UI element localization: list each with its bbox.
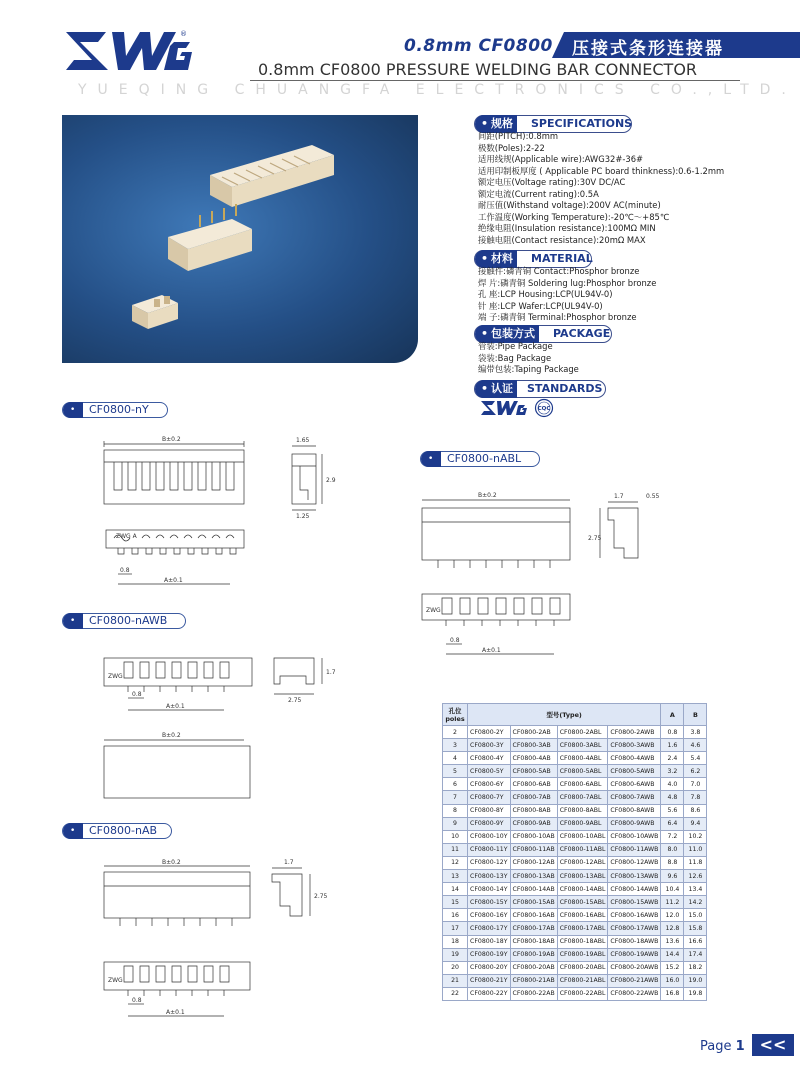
table-row bbox=[443, 922, 707, 935]
table-cell: CF0800-17ABL bbox=[557, 922, 608, 935]
zwg-mark: ZWG bbox=[108, 977, 123, 984]
table-cell: 1.6 bbox=[661, 739, 684, 752]
table-cell: CF0800-22ABL bbox=[557, 987, 608, 1000]
table-cell: CF0800-9AB bbox=[510, 817, 557, 830]
table-cell: 13.4 bbox=[684, 883, 707, 896]
table-cell: CF0800-9AWB bbox=[608, 817, 661, 830]
table-cell: CF0800-3Y bbox=[468, 739, 511, 752]
table-cell: 17.4 bbox=[684, 948, 707, 961]
table-row bbox=[443, 804, 707, 817]
spec-line: 适用印制板厚度 ( Applicable PC board thinkness):0.6-1.2mm bbox=[478, 165, 725, 176]
table-cell: CF0800-2AWB bbox=[608, 726, 661, 739]
drawing-abl bbox=[412, 486, 672, 661]
table-cell: CF0800-17AWB bbox=[608, 922, 661, 935]
table-cell: CF0800-3ABL bbox=[557, 739, 608, 752]
table-cell: CF0800-20ABL bbox=[557, 961, 608, 974]
specifications-en: SPECIFICATIONS bbox=[531, 117, 633, 130]
table-cell: 9.4 bbox=[684, 817, 707, 830]
table-cell: 8.8 bbox=[661, 856, 684, 869]
table-cell: 3 bbox=[443, 739, 468, 752]
dim-b: B±0.2 bbox=[162, 436, 181, 443]
table-cell: CF0800-6ABL bbox=[557, 778, 608, 791]
package-en: PACKAGE bbox=[553, 327, 611, 340]
table-cell: 5 bbox=[443, 765, 468, 778]
table-cell: CF0800-16AB bbox=[510, 909, 557, 922]
table-cell: CF0800-3AWB bbox=[608, 739, 661, 752]
spec-line: 极数(Poles):2-22 bbox=[478, 142, 545, 153]
table-cell: CF0800-4AB bbox=[510, 752, 557, 765]
table-cell: CF0800-15ABL bbox=[557, 896, 608, 909]
table-cell: CF0800-12AWB bbox=[608, 856, 661, 869]
table-cell: CF0800-6Y bbox=[468, 778, 511, 791]
table-row bbox=[443, 778, 707, 791]
dim-pitch: 0.8 bbox=[450, 637, 460, 644]
cqc-label: CQC bbox=[537, 406, 551, 413]
table-cell: CF0800-22AWB bbox=[608, 987, 661, 1000]
material-line: 焊 片:磷青铜 Soldering lug:Phosphor bronze bbox=[478, 277, 657, 288]
drawing-awb bbox=[96, 648, 356, 803]
table-cell: CF0800-8AWB bbox=[608, 804, 661, 817]
table-cell: CF0800-18ABL bbox=[557, 935, 608, 948]
table-cell: 19.8 bbox=[684, 987, 707, 1000]
zwg-mark: ZWG bbox=[108, 673, 123, 680]
package-cn: • 包装方式 bbox=[475, 325, 539, 343]
table-cell: CF0800-19ABL bbox=[557, 948, 608, 961]
table-cell: CF0800-12ABL bbox=[557, 856, 608, 869]
table-cell: 4.6 bbox=[684, 739, 707, 752]
table-row bbox=[443, 883, 707, 896]
standards-cn: • 认证 bbox=[475, 380, 517, 398]
dim-b: B±0.2 bbox=[162, 732, 181, 739]
th-type: 型号(Type) bbox=[468, 704, 661, 726]
standards-logos bbox=[480, 398, 560, 418]
table-cell: 20 bbox=[443, 961, 468, 974]
standards-en: STANDARDS bbox=[527, 382, 603, 395]
table-cell: 19 bbox=[443, 948, 468, 961]
table-cell: 16 bbox=[443, 909, 468, 922]
table-cell: CF0800-4AWB bbox=[608, 752, 661, 765]
table-cell: 9.6 bbox=[661, 870, 684, 883]
table-cell: CF0800-4Y bbox=[468, 752, 511, 765]
table-cell: 16.0 bbox=[661, 974, 684, 987]
zwg-standard-logo bbox=[481, 401, 527, 415]
product-photo bbox=[62, 115, 418, 363]
table-cell: CF0800-14ABL bbox=[557, 883, 608, 896]
table-cell: 11.0 bbox=[684, 843, 707, 856]
model-ab-label: CF0800-nAB bbox=[89, 824, 158, 837]
table-row bbox=[443, 791, 707, 804]
dim-1-65: 1.65 bbox=[296, 437, 310, 444]
table-cell: CF0800-6AWB bbox=[608, 778, 661, 791]
title-en: 0.8mm CF0800 PRESSURE WELDING BAR CONNECTOR bbox=[258, 60, 698, 79]
table-cell: 6 bbox=[443, 778, 468, 791]
spec-line: 绝缘电阻(Insulation resistance):100MΩ MIN bbox=[478, 223, 656, 233]
table-cell: CF0800-11AB bbox=[510, 843, 557, 856]
table-cell: 22 bbox=[443, 987, 468, 1000]
table-cell: CF0800-8Y bbox=[468, 804, 511, 817]
table-cell: 8 bbox=[443, 804, 468, 817]
th-a: A bbox=[661, 704, 684, 726]
table-cell: CF0800-7ABL bbox=[557, 791, 608, 804]
table-cell: CF0800-21AB bbox=[510, 974, 557, 987]
table-row bbox=[443, 948, 707, 961]
table-cell: 21 bbox=[443, 974, 468, 987]
table-cell: CF0800-11Y bbox=[468, 843, 511, 856]
table-cell: CF0800-19AWB bbox=[608, 948, 661, 961]
table-cell: 4.0 bbox=[661, 778, 684, 791]
table-cell: 3.8 bbox=[684, 726, 707, 739]
package-line: 袋装:Bag Package bbox=[478, 352, 552, 363]
table-row bbox=[443, 726, 707, 739]
dim-2-75: 2.75 bbox=[588, 535, 602, 542]
table-cell: 15 bbox=[443, 896, 468, 909]
table-cell: 13 bbox=[443, 870, 468, 883]
material-line: 端 子:磷青铜 Terminal:Phosphor bronze bbox=[478, 312, 637, 322]
table-body bbox=[443, 726, 707, 1001]
page-number: 1 bbox=[735, 1039, 745, 1054]
table-cell: CF0800-5Y bbox=[468, 765, 511, 778]
table-cell: 16.8 bbox=[661, 987, 684, 1000]
zwg-a-mark: ZWG A bbox=[116, 533, 137, 540]
table-cell: CF0800-8ABL bbox=[557, 804, 608, 817]
table-cell: 9 bbox=[443, 817, 468, 830]
table-cell: 2.4 bbox=[661, 752, 684, 765]
table-cell: 7.0 bbox=[684, 778, 707, 791]
table-cell: CF0800-10Y bbox=[468, 830, 511, 843]
table-cell: CF0800-17Y bbox=[468, 922, 511, 935]
package-line: 编带包装:Taping Package bbox=[478, 364, 579, 374]
page-label: Page bbox=[700, 1039, 732, 1054]
model-title: 0.8mm CF0800 bbox=[404, 36, 553, 56]
table-cell: 14 bbox=[443, 883, 468, 896]
table-cell: CF0800-21AWB bbox=[608, 974, 661, 987]
th-poles-cn: 孔位 bbox=[448, 707, 462, 715]
table-row bbox=[443, 830, 707, 843]
table-cell: CF0800-7AB bbox=[510, 791, 557, 804]
table-cell: 18 bbox=[443, 935, 468, 948]
table-cell: CF0800-16AWB bbox=[608, 909, 661, 922]
table-cell: CF0800-15Y bbox=[468, 896, 511, 909]
table-cell: CF0800-13Y bbox=[468, 870, 511, 883]
table-cell: 11 bbox=[443, 843, 468, 856]
dim-1-25: 1.25 bbox=[296, 513, 310, 520]
table-cell: 17 bbox=[443, 922, 468, 935]
table-cell: 4.8 bbox=[661, 791, 684, 804]
table-cell: CF0800-19AB bbox=[510, 948, 557, 961]
table-cell: CF0800-13AB bbox=[510, 870, 557, 883]
model-pill-awb bbox=[62, 613, 186, 629]
table-cell: 19.0 bbox=[684, 974, 707, 987]
drawing-ab bbox=[96, 856, 356, 1026]
table-cell: 10.2 bbox=[684, 830, 707, 843]
specifications-cn: • 规格 bbox=[475, 115, 517, 133]
model-pill-abl bbox=[420, 451, 540, 467]
material-line: 孔 座:LCP Housing:LCP(UL94V-0) bbox=[478, 289, 613, 299]
table-cell: 8.0 bbox=[661, 843, 684, 856]
table-cell: CF0800-18Y bbox=[468, 935, 511, 948]
table-cell: CF0800-5AB bbox=[510, 765, 557, 778]
table-cell: CF0800-14AB bbox=[510, 883, 557, 896]
table-cell: CF0800-19Y bbox=[468, 948, 511, 961]
table-cell: 13.6 bbox=[661, 935, 684, 948]
table-cell: CF0800-18AB bbox=[510, 935, 557, 948]
table-cell: 16.6 bbox=[684, 935, 707, 948]
table-cell: CF0800-6AB bbox=[510, 778, 557, 791]
title-cn: 压接式条形连接器 bbox=[572, 39, 724, 59]
table-cell: 10 bbox=[443, 830, 468, 843]
dim-2-75: 2.75 bbox=[288, 697, 302, 704]
table-cell: CF0800-11AWB bbox=[608, 843, 661, 856]
dim-0-55: 0.55 bbox=[646, 493, 660, 500]
table-cell: CF0800-15AWB bbox=[608, 896, 661, 909]
model-pill-y bbox=[62, 402, 168, 418]
table-cell: CF0800-9Y bbox=[468, 817, 511, 830]
table-row bbox=[443, 843, 707, 856]
table-cell: 2 bbox=[443, 726, 468, 739]
company-name: YUEQING CHUANGFA ELECTRONICS CO.,LTD. bbox=[78, 82, 797, 98]
table-row bbox=[443, 817, 707, 830]
table-cell: CF0800-18AWB bbox=[608, 935, 661, 948]
connector-small bbox=[132, 295, 178, 329]
table-cell: CF0800-5AWB bbox=[608, 765, 661, 778]
table-cell: 7.8 bbox=[684, 791, 707, 804]
material-line: 针 座:LCP Wafer:LCP(UL94V-0) bbox=[478, 300, 603, 311]
title-divider bbox=[250, 80, 740, 81]
table-cell: CF0800-7AWB bbox=[608, 791, 661, 804]
dim-1-7: 1.7 bbox=[326, 669, 336, 676]
table-cell: CF0800-22AB bbox=[510, 987, 557, 1000]
table-cell: CF0800-20Y bbox=[468, 961, 511, 974]
spec-line: 耐压值(Withstand voltage):200V AC(minute) bbox=[478, 200, 661, 210]
spec-line: 工作温度(Working Temperature):-20℃～+85℃ bbox=[478, 211, 670, 222]
table-cell: 18.2 bbox=[684, 961, 707, 974]
table-cell: CF0800-16Y bbox=[468, 909, 511, 922]
table-row bbox=[443, 856, 707, 869]
dim-pitch: 0.8 bbox=[132, 691, 142, 698]
prev-page-button[interactable]: << bbox=[752, 1034, 794, 1056]
spec-line: 间距(PITCH):0.8mm bbox=[478, 131, 559, 141]
dim-1-7: 1.7 bbox=[614, 493, 624, 500]
table-cell: CF0800-20AB bbox=[510, 961, 557, 974]
dim-a: A±0.1 bbox=[482, 647, 501, 654]
spec-line: 额定电流(Current rating):0.5A bbox=[478, 188, 599, 199]
table-row bbox=[443, 974, 707, 987]
spec-line: 接触电阻(Contact resistance):20mΩ MAX bbox=[478, 234, 646, 245]
table-row bbox=[443, 752, 707, 765]
table-cell: 5.6 bbox=[661, 804, 684, 817]
material-line: 接触件:磷青铜 Contact:Phosphor bronze bbox=[478, 266, 640, 276]
table-cell: CF0800-20AWB bbox=[608, 961, 661, 974]
table-cell: CF0800-13ABL bbox=[557, 870, 608, 883]
cqc-logo bbox=[536, 400, 553, 417]
table-cell: CF0800-14AWB bbox=[608, 883, 661, 896]
table-cell: CF0800-5ABL bbox=[557, 765, 608, 778]
table-cell: CF0800-17AB bbox=[510, 922, 557, 935]
table-cell: 15.0 bbox=[684, 909, 707, 922]
table-row bbox=[443, 739, 707, 752]
th-poles-en: poles bbox=[445, 715, 465, 723]
connector-illustration bbox=[62, 115, 418, 363]
dim-b: B±0.2 bbox=[478, 492, 497, 499]
table-row bbox=[443, 870, 707, 883]
table-cell: CF0800-7Y bbox=[468, 791, 511, 804]
dim-a: A±0.1 bbox=[166, 1009, 185, 1016]
dim-b: B±0.2 bbox=[162, 859, 181, 866]
model-abl-label: CF0800-nABL bbox=[447, 452, 522, 465]
spec-line: 额定电压(Voltage rating):30V DC/AC bbox=[478, 177, 626, 187]
table-cell: 0.8 bbox=[661, 726, 684, 739]
material-cn: • 材料 bbox=[475, 250, 517, 268]
table-cell: 15.2 bbox=[661, 961, 684, 974]
table-row bbox=[443, 961, 707, 974]
dim-2-75: 2.75 bbox=[314, 893, 328, 900]
dim-2-9: 2.9 bbox=[326, 477, 336, 484]
material-en: MATERIAL bbox=[531, 252, 593, 265]
table-cell: 14.2 bbox=[684, 896, 707, 909]
svg-text:®: ® bbox=[180, 30, 187, 38]
table-cell: 11.8 bbox=[684, 856, 707, 869]
table-cell: CF0800-22Y bbox=[468, 987, 511, 1000]
table-cell: 12.6 bbox=[684, 870, 707, 883]
table-cell: CF0800-9ABL bbox=[557, 817, 608, 830]
connector-large bbox=[210, 145, 334, 207]
table-cell: 12 bbox=[443, 856, 468, 869]
dim-a: A±0.1 bbox=[166, 703, 185, 710]
table-cell: CF0800-21ABL bbox=[557, 974, 608, 987]
table-row bbox=[443, 987, 707, 1000]
table-cell: CF0800-16ABL bbox=[557, 909, 608, 922]
page-indicator bbox=[700, 1039, 745, 1054]
th-poles bbox=[443, 704, 468, 726]
table-cell: CF0800-12Y bbox=[468, 856, 511, 869]
spec-line: 适用线规(Applicable wire):AWG32#-36# bbox=[478, 154, 644, 164]
table-cell: 10.4 bbox=[661, 883, 684, 896]
model-y-label: CF0800-nY bbox=[89, 403, 149, 416]
table-cell: CF0800-11ABL bbox=[557, 843, 608, 856]
table-cell: CF0800-13AWB bbox=[608, 870, 661, 883]
table-cell: CF0800-14Y bbox=[468, 883, 511, 896]
table-cell: CF0800-8AB bbox=[510, 804, 557, 817]
table-cell: 11.2 bbox=[661, 896, 684, 909]
standards-header bbox=[474, 380, 606, 398]
table-cell: CF0800-12AB bbox=[510, 856, 557, 869]
model-awb-label: CF0800-nAWB bbox=[89, 614, 168, 627]
table-cell: CF0800-10AB bbox=[510, 830, 557, 843]
package-line: 管装:Pipe Package bbox=[478, 341, 553, 351]
dim-a: A±0.1 bbox=[164, 577, 183, 584]
table-cell: 4 bbox=[443, 752, 468, 765]
dim-1-7: 1.7 bbox=[284, 859, 294, 866]
table-row bbox=[443, 896, 707, 909]
dim-pitch: 0.8 bbox=[132, 997, 142, 1004]
model-pill-ab bbox=[62, 823, 172, 839]
table-cell: 12.0 bbox=[661, 909, 684, 922]
table-cell: 6.2 bbox=[684, 765, 707, 778]
table-cell: 12.8 bbox=[661, 922, 684, 935]
drawing-y bbox=[96, 432, 346, 592]
table-cell: 3.2 bbox=[661, 765, 684, 778]
table-cell: CF0800-10AWB bbox=[608, 830, 661, 843]
zwg-logo bbox=[62, 26, 192, 76]
table-cell: CF0800-2AB bbox=[510, 726, 557, 739]
table-cell: 15.8 bbox=[684, 922, 707, 935]
table-cell: CF0800-4ABL bbox=[557, 752, 608, 765]
table-cell: 14.4 bbox=[661, 948, 684, 961]
zwg-mark: ZWG bbox=[426, 607, 441, 614]
table-cell: 6.4 bbox=[661, 817, 684, 830]
connector-medium bbox=[168, 204, 252, 271]
table-cell: CF0800-21Y bbox=[468, 974, 511, 987]
table-row bbox=[443, 765, 707, 778]
table-cell: CF0800-15AB bbox=[510, 896, 557, 909]
table-cell: 5.4 bbox=[684, 752, 707, 765]
th-b: B bbox=[684, 704, 707, 726]
table-cell: CF0800-3AB bbox=[510, 739, 557, 752]
table-cell: 7.2 bbox=[661, 830, 684, 843]
table-row bbox=[443, 935, 707, 948]
table-cell: 7 bbox=[443, 791, 468, 804]
part-number-table bbox=[442, 703, 707, 1001]
table-cell: CF0800-2ABL bbox=[557, 726, 608, 739]
dim-pitch: 0.8 bbox=[120, 567, 130, 574]
table-cell: CF0800-2Y bbox=[468, 726, 511, 739]
table-cell: 8.6 bbox=[684, 804, 707, 817]
table-cell: CF0800-10ABL bbox=[557, 830, 608, 843]
table-row bbox=[443, 909, 707, 922]
